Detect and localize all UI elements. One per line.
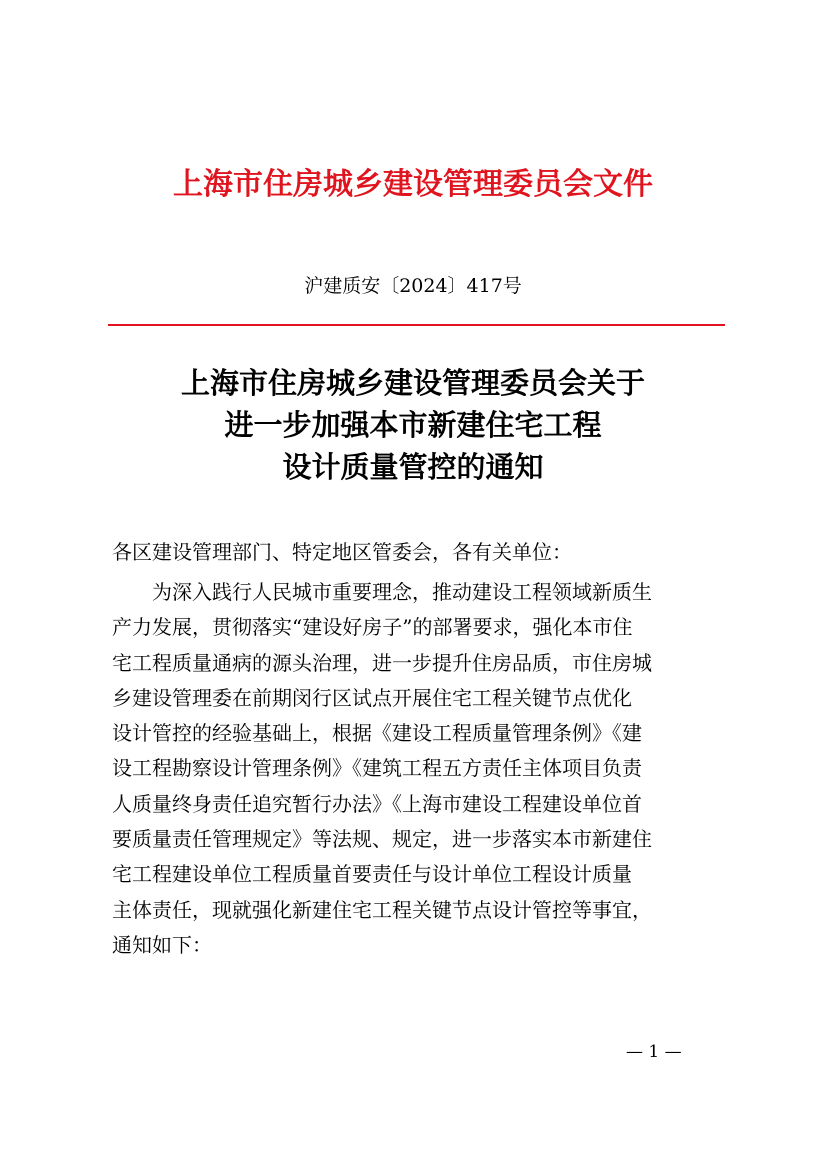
body-line: 通知如下： (112, 932, 212, 957)
body-line: 产力发展，贯彻落实“建设好房子”的部署要求，强化本市住 (112, 615, 633, 640)
title-line: 上海市住房城乡建设管理委员会关于 (180, 366, 645, 400)
body-line: 要质量责任管理规定》等法规、规定，进一步落实本市新建住 (112, 827, 652, 852)
title-line: 进一步加强本市新建住宅工程 (224, 408, 602, 442)
body-line: 乡建设管理委在前期闵行区试点开展住宅工程关键节点优化 (112, 685, 632, 710)
agency-file-header: 上海市住房城乡建设管理委员会文件 (173, 167, 653, 202)
body-line: 为深入践行人民城市重要理念，推动建设工程领域新质生 (152, 580, 652, 604)
body-line: 宅工程质量通病的源头治理，进一步提升住房品质，市住房城 (112, 650, 652, 675)
page-number: — 1 — (626, 1042, 682, 1062)
body-line: 宅工程建设单位工程质量首要责任与设计单位工程设计质量 (112, 862, 632, 887)
body-line: 主体责任，现就强化新建住宅工程关键节点设计管控等事宜， (112, 897, 652, 922)
document-title (0, 362, 826, 488)
salutation: 各区建设管理部门、特定地区管委会，各有关单位： (112, 540, 572, 564)
body-line: 设工程勘察设计管理条例》《建筑工程五方责任主体项目负责 (112, 756, 642, 781)
body-paragraph (112, 575, 724, 963)
title-line: 设计质量管控的通知 (282, 450, 544, 484)
red-separator-line (108, 324, 725, 326)
document-number: 沪建质安〔2024〕417号 (304, 275, 522, 297)
body-line: 设计管控的经验基础上，根据《建设工程质量管理条例》《建 (112, 721, 642, 746)
body-line: 人质量终身责任追究暂行办法》《上海市建设工程建设单位首 (112, 791, 642, 816)
